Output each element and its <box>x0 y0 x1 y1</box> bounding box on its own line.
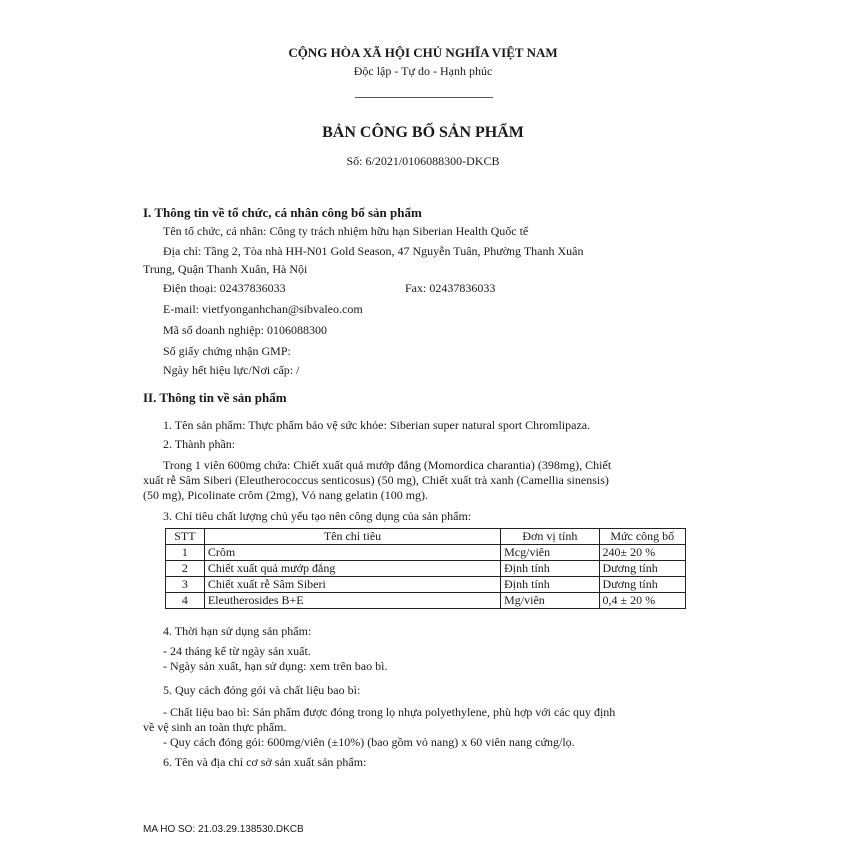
fax: Fax: 02437836033 <box>405 281 496 295</box>
section2-heading: II. Thông tin về sản phẩm <box>143 390 287 405</box>
business-code: Mã số doanh nghiệp: 0106088300 <box>163 323 327 337</box>
column-header: STT <box>166 529 205 545</box>
org-name: Tên tổ chức, cá nhân: Công ty trách nhiệm hữu hạn Siberian Health Quốc tế <box>163 224 529 238</box>
table-cell: Định tính <box>501 561 599 577</box>
table-row <box>166 561 686 577</box>
address-line2: Trung, Quận Thanh Xuân, Hà Nội <box>143 262 308 276</box>
section1-heading: I. Thông tin về tổ chức, cá nhân công bố sản phẩm <box>143 205 422 220</box>
composition-line2: xuất rễ Sâm Siberi (Eleutherococcus senticosus) (50 mg), Chiết xuất trà xanh (Camellia sinensis) <box>143 473 609 487</box>
table-cell: 0,4 ± 20 % <box>599 593 685 609</box>
shelf-life-label: 4. Thời hạn sử dụng sản phẩm: <box>163 624 312 638</box>
packaging-label: 5. Quy cách đóng gói và chất liệu bao bì: <box>163 683 361 697</box>
packaging-line2: về vệ sinh an toàn thực phẩm. <box>143 720 287 734</box>
composition-line3: (50 mg), Picolinate crôm (2mg), Vỏ nang gelatin (100 mg). <box>143 488 429 502</box>
table-row <box>166 593 686 609</box>
table-cell: Chiết xuất rễ Sâm Siberi <box>204 577 500 593</box>
header-divider <box>355 97 493 98</box>
gmp-certificate: Số giấy chứng nhận GMP: <box>163 344 291 358</box>
table-cell: Mcg/viên <box>501 545 599 561</box>
expiry-issuer: Ngày hết hiệu lực/Nơi cấp: / <box>163 363 300 377</box>
column-header: Mức công bố <box>599 529 685 545</box>
national-motto: Độc lập - Tự do - Hạnh phúc <box>353 64 493 78</box>
table-cell: 4 <box>166 593 205 609</box>
shelf-life-line1: - 24 tháng kể từ ngày sản xuất. <box>163 644 311 658</box>
table-cell: 240± 20 % <box>599 545 685 561</box>
column-header: Tên chỉ tiêu <box>204 529 500 545</box>
manufacturer-label: 6. Tên và địa chỉ cơ sở sản xuất sản phẩm: <box>163 755 367 769</box>
composition-line1: Trong 1 viên 600mg chứa: Chiết xuất quả mướp đắng (Momordica charantia) (398mg), Chiết <box>163 458 612 472</box>
quality-criteria-label: 3. Chỉ tiêu chất lượng chủ yếu tạo nên công dụng của sản phẩm: <box>163 509 472 523</box>
table-cell: Eleutherosides B+E <box>204 593 500 609</box>
national-header: CỘNG HÒA XÃ HỘI CHỦ NGHĨA VIỆT NAM <box>288 45 558 60</box>
table-cell: Định tính <box>501 577 599 593</box>
table-row <box>166 577 686 593</box>
packaging-line1: - Chất liệu bao bì: Sản phẩm được đóng trong lọ nhựa polyethylene, phù hợp với các quy định <box>163 705 616 719</box>
dossier-code: MA HO SO: 21.03.29.138530.DKCB <box>143 824 304 835</box>
email: E-mail: vietfyonganhchan@sibvaleo.com <box>163 302 363 316</box>
table-cell: Mg/viên <box>501 593 599 609</box>
quality-criteria-table <box>165 528 686 609</box>
shelf-life-line2: - Ngày sản xuất, hạn sử dụng: xem trên bao bì. <box>163 659 388 673</box>
document-number: Số: 6/2021/0106088300-DKCB <box>346 154 500 168</box>
document-title: BẢN CÔNG BỐ SẢN PHẨM <box>322 124 524 141</box>
table-cell: 1 <box>166 545 205 561</box>
table-cell: 2 <box>166 561 205 577</box>
ingredients-label: 2. Thành phần: <box>163 437 236 451</box>
table-row <box>166 545 686 561</box>
table-cell: Dương tính <box>599 561 685 577</box>
table-cell: 3 <box>166 577 205 593</box>
column-header: Đơn vị tính <box>501 529 599 545</box>
table-cell: Chiết xuất quả mướp đắng <box>204 561 500 577</box>
address-line1: Địa chỉ: Tầng 2, Tòa nhà HH-N01 Gold Season, 47 Nguyễn Tuân, Phường Thanh Xuân <box>163 244 584 258</box>
table-cell: Dương tính <box>599 577 685 593</box>
table-header-row <box>166 529 686 545</box>
phone: Điện thoại: 02437836033 <box>163 281 286 295</box>
table-cell: Crôm <box>204 545 500 561</box>
packaging-line3: - Quy cách đóng gói: 600mg/viên (±10%) (bao gồm vỏ nang) x 60 viên nang cứng/lọ. <box>163 735 575 749</box>
product-name: 1. Tên sản phẩm: Thực phẩm bảo vệ sức khỏe: Siberian super natural sport Chromlipaza. <box>163 418 591 432</box>
